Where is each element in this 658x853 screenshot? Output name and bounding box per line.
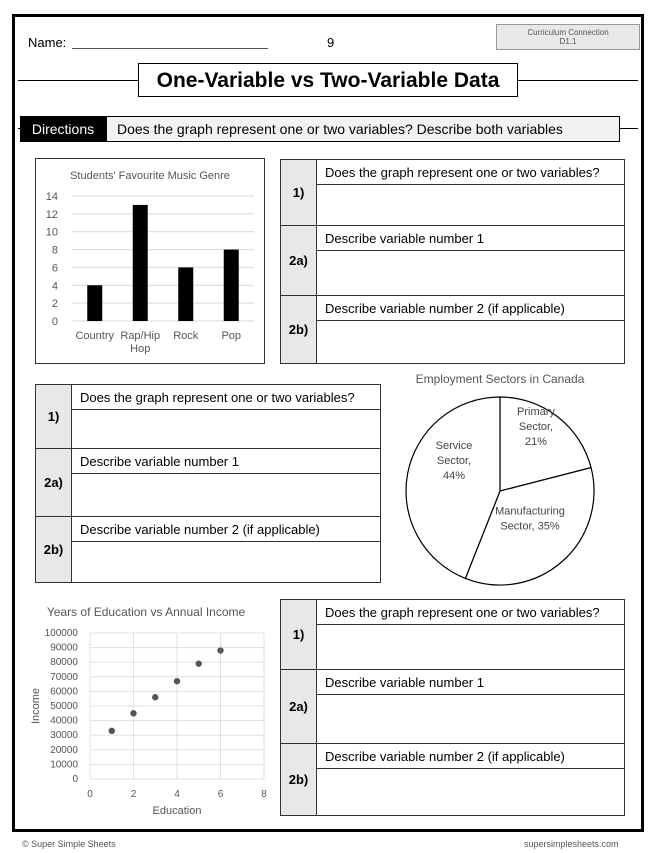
pie-slice-label: 21% xyxy=(524,436,548,448)
question-number: 2b) xyxy=(281,296,317,364)
directions-text: Does the graph represent one or two variables? Describe both variables xyxy=(106,116,620,142)
scatter-y-tick-label: 30000 xyxy=(50,730,78,742)
pie-slice-label: Sector, xyxy=(518,421,554,433)
scatter-x-tick-label: 6 xyxy=(217,789,224,800)
name-label: Name: xyxy=(28,35,67,50)
answer-field[interactable] xyxy=(317,695,625,744)
bar-y-tick-label: 4 xyxy=(51,280,58,293)
name-field[interactable] xyxy=(72,48,268,49)
scatter-chart xyxy=(26,600,270,822)
pie-slice-label: Manufacturing xyxy=(495,505,565,518)
bar-y-tick-label: 8 xyxy=(51,244,58,257)
scatter-xlabel: Education xyxy=(152,805,202,817)
scatter-x-tick-label: 8 xyxy=(261,789,267,800)
question-prompt: Describe variable number 1 xyxy=(317,670,625,695)
scatter-y-tick-label: 100000 xyxy=(44,628,78,639)
scatter-y-tick-label: 20000 xyxy=(50,744,78,756)
answer-field[interactable] xyxy=(317,251,625,296)
bar-y-tick-label: 10 xyxy=(45,226,58,239)
page-title: One-Variable vs Two-Variable Data xyxy=(138,63,518,97)
answer-field[interactable] xyxy=(317,625,625,670)
bar-category-label: Rock xyxy=(173,330,199,342)
pie-slice-label: Sector, 35% xyxy=(500,520,560,533)
footer-copyright: © Super Simple Sheets xyxy=(22,839,116,849)
question-number: 1) xyxy=(281,600,317,670)
answer-field[interactable] xyxy=(72,542,381,583)
bar-category-label: Pop xyxy=(221,330,242,342)
scatter-y-tick-label: 0 xyxy=(72,774,78,785)
pie-slice-label: Primary xyxy=(517,406,555,418)
scatter-x-tick-label: 4 xyxy=(174,789,180,800)
bar-country xyxy=(87,285,102,321)
pie-chart xyxy=(398,368,604,590)
scatter-point xyxy=(196,660,202,666)
scatter-chart-title: Years of Education vs Annual Income xyxy=(46,605,246,619)
scatter-y-tick-label: 50000 xyxy=(50,701,78,712)
question-set-2 xyxy=(35,384,381,583)
question-prompt: Describe variable number 1 xyxy=(72,449,381,474)
bar-y-tick-label: 2 xyxy=(51,298,58,311)
scatter-y-tick-label: 70000 xyxy=(50,671,78,683)
question-number: 1) xyxy=(36,385,72,449)
question-number: 2b) xyxy=(36,517,72,583)
question-prompt: Describe variable number 1 xyxy=(317,226,625,251)
bar-rap-hip-hop xyxy=(133,205,148,321)
page-number: 9 xyxy=(327,35,335,50)
scatter-x-tick-label: 2 xyxy=(130,789,137,800)
scatter-point xyxy=(130,710,136,716)
curriculum-title: Curriculum Connection xyxy=(527,28,609,37)
bar-category-label: Rap/Hip xyxy=(120,330,161,342)
scatter-y-tick-label: 40000 xyxy=(50,715,78,727)
scatter-x-tick-label: 0 xyxy=(87,789,93,800)
answer-field[interactable] xyxy=(317,321,625,364)
question-number: 1) xyxy=(281,160,317,226)
question-number: 2a) xyxy=(36,449,72,517)
answer-field[interactable] xyxy=(72,410,381,449)
scatter-y-tick-label: 80000 xyxy=(50,657,78,669)
question-prompt: Describe variable number 2 (if applicable) xyxy=(72,517,381,542)
scatter-ylabel: Income xyxy=(30,687,42,725)
bar-category-label: Hop xyxy=(130,343,151,355)
directions-tag: Directions xyxy=(20,116,106,142)
scatter-y-tick-label: 10000 xyxy=(50,759,78,771)
question-prompt: Does the graph represent one or two variables? xyxy=(317,600,625,625)
bar-category-label: Country xyxy=(75,330,115,342)
bar-pop xyxy=(224,250,239,321)
question-number: 2a) xyxy=(281,226,317,296)
pie-slice-label: Sector, xyxy=(436,455,472,467)
question-number: 2a) xyxy=(281,670,317,744)
bar-rock xyxy=(178,267,193,321)
scatter-point xyxy=(217,647,223,653)
bar-y-tick-label: 0 xyxy=(51,316,58,328)
scatter-point xyxy=(109,728,115,734)
footer-website: supersimplesheets.com xyxy=(524,839,619,849)
curriculum-badge xyxy=(496,24,640,50)
scatter-y-tick-label: 90000 xyxy=(50,642,78,654)
bar-y-tick-label: 12 xyxy=(45,208,58,221)
pie-slice-label: Service xyxy=(435,440,473,452)
bar-chart xyxy=(35,158,265,364)
question-number: 2b) xyxy=(281,744,317,816)
scatter-point xyxy=(174,678,180,684)
question-prompt: Does the graph represent one or two variables? xyxy=(72,385,381,410)
scatter-y-tick-label: 60000 xyxy=(50,686,78,698)
bar-y-tick-label: 6 xyxy=(51,262,58,275)
pie-slice-label: 44% xyxy=(442,470,466,482)
answer-field[interactable] xyxy=(72,474,381,517)
answer-field[interactable] xyxy=(317,185,625,226)
bar-chart-title: Students' Favourite Music Genre xyxy=(70,170,230,182)
scatter-point xyxy=(152,694,158,700)
answer-field[interactable] xyxy=(317,769,625,816)
question-prompt: Describe variable number 2 (if applicable) xyxy=(317,296,625,321)
curriculum-code: D1.1 xyxy=(559,37,577,46)
question-prompt: Does the graph represent one or two variables? xyxy=(317,160,625,185)
pie-chart-title: Employment Sectors in Canada xyxy=(415,372,585,386)
question-prompt: Describe variable number 2 (if applicable) xyxy=(317,744,625,769)
question-set-1 xyxy=(280,159,625,364)
bar-y-tick-label: 14 xyxy=(45,191,58,203)
question-set-3 xyxy=(280,599,625,816)
